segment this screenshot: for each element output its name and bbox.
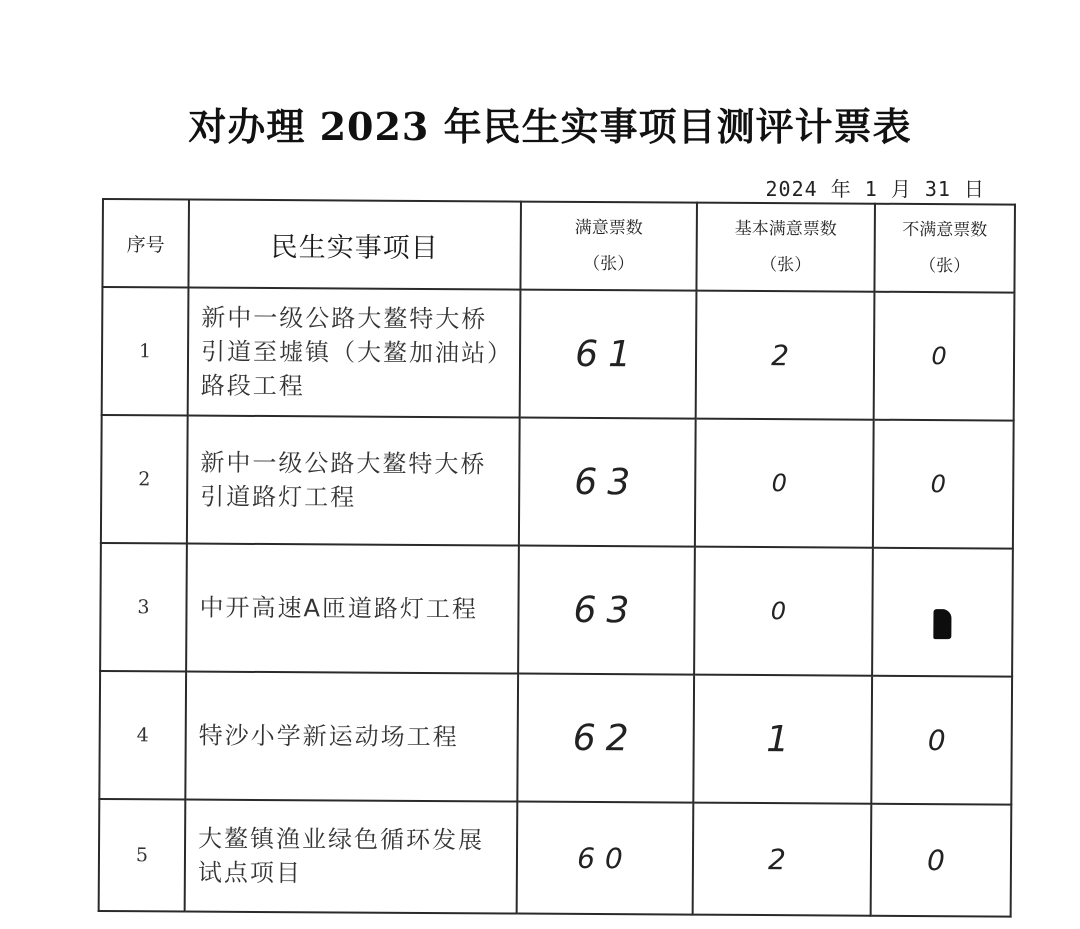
row-unsatisfied xyxy=(871,676,1012,805)
table-row xyxy=(100,543,1013,677)
row-satisfied xyxy=(519,418,696,547)
row-basic xyxy=(695,419,874,548)
row-basic xyxy=(694,547,873,676)
unsatisfied-count: 0 xyxy=(926,843,955,877)
vote-tally-table xyxy=(98,198,1016,918)
header-basic-label: 基本满意票数 xyxy=(734,218,837,240)
row-seq: 5 xyxy=(99,799,186,912)
basic-count: 1 xyxy=(766,718,800,760)
row-basic xyxy=(693,675,872,804)
row-seq: 1 xyxy=(102,287,189,416)
header-satisfied-label: 满意票数 xyxy=(574,217,643,239)
document-title: 对办理 2023 年民生实事项目测评计票表 xyxy=(188,104,912,149)
header-unsatisfied-unit: （张） xyxy=(919,255,971,277)
basic-count: 2 xyxy=(767,842,796,876)
satisfied-count: 63 xyxy=(573,589,640,631)
row-unsatisfied xyxy=(874,292,1015,421)
header-satisfied-unit: （张） xyxy=(583,253,635,275)
header-basic-unit: （张） xyxy=(760,255,812,276)
header-seq: 序号 xyxy=(102,199,189,288)
row-seq: 2 xyxy=(101,415,188,544)
document-date: 2024 年 1 月 31 日 xyxy=(765,177,985,201)
satisfied-count: 61 xyxy=(575,333,642,375)
row-seq: 4 xyxy=(99,671,186,800)
unsatisfied-count: 0 xyxy=(931,342,957,371)
table-row xyxy=(101,415,1014,549)
row-seq: 3 xyxy=(100,543,187,672)
unsatisfied-count: 0 xyxy=(927,723,956,757)
basic-count: 0 xyxy=(770,597,797,626)
header-item: 民生实事项目 xyxy=(188,200,521,290)
satisfied-count: 62 xyxy=(572,717,639,759)
row-basic xyxy=(696,291,875,420)
row-unsatisfied xyxy=(871,804,1012,917)
row-item: 特沙小学新运动场工程 xyxy=(185,672,518,802)
row-unsatisfied xyxy=(872,548,1013,677)
header-basic xyxy=(696,203,875,292)
unsatisfied-count: 0 xyxy=(930,470,956,499)
ink-smudge xyxy=(933,609,951,639)
row-unsatisfied xyxy=(873,420,1014,549)
row-satisfied xyxy=(520,290,697,419)
basic-count: 0 xyxy=(771,469,797,498)
row-satisfied xyxy=(517,674,694,803)
row-satisfied xyxy=(517,802,694,915)
row-basic xyxy=(693,803,872,916)
row-item: 中开高速A匝道路灯工程 xyxy=(186,544,519,674)
header-satisfied xyxy=(520,202,697,291)
row-satisfied xyxy=(518,546,695,675)
table-row xyxy=(99,671,1012,805)
table-row xyxy=(99,799,1012,917)
basic-count: 2 xyxy=(771,338,800,372)
satisfied-count: 63 xyxy=(574,461,641,503)
table-row xyxy=(102,287,1015,421)
row-item: 大鳌镇渔业绿色循环发展试点项目 xyxy=(185,800,518,914)
row-item: 新中一级公路大鳌特大桥引道路灯工程 xyxy=(187,416,520,546)
header-unsatisfied xyxy=(874,204,1015,293)
row-item: 新中一级公路大鳌特大桥引道至墟镇（大鳌加油站）路段工程 xyxy=(188,288,521,418)
header-unsatisfied-label: 不满意票数 xyxy=(902,219,988,241)
table-header-row xyxy=(102,199,1015,293)
satisfied-count: 60 xyxy=(577,841,633,875)
